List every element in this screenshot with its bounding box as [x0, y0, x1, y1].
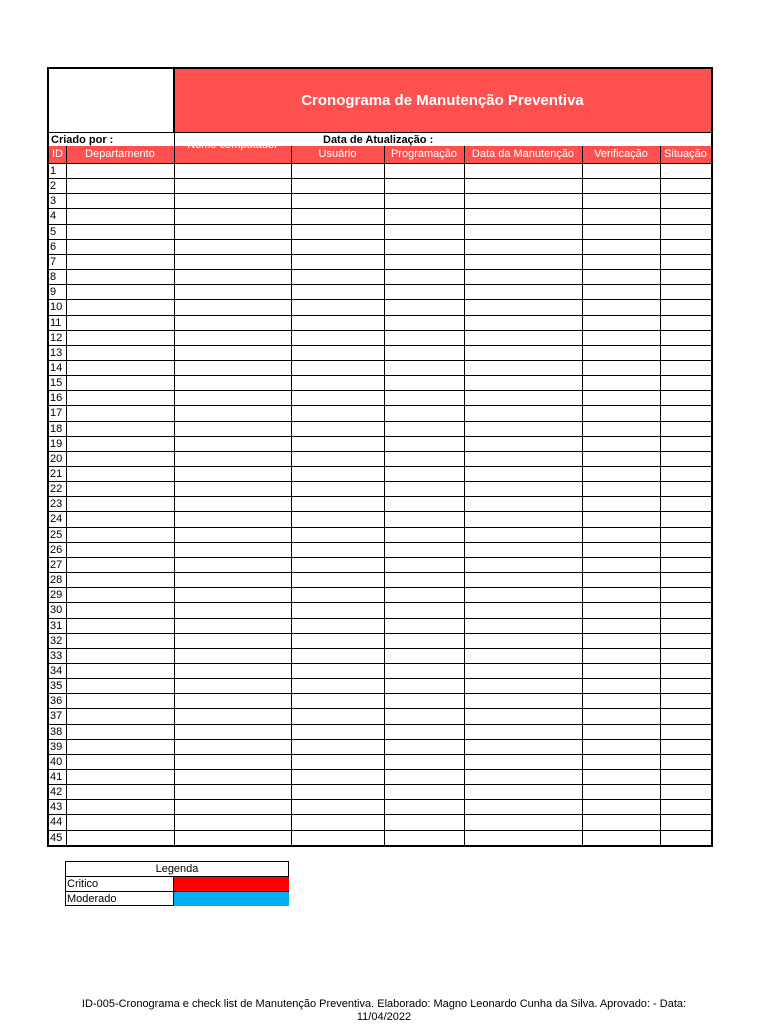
document-title: Cronograma de Manutenção Preventiva	[301, 92, 584, 109]
table-row	[49, 254, 711, 269]
row-id: 17	[50, 407, 63, 420]
table-row	[49, 527, 711, 542]
column-header-programacao: Programação	[390, 148, 458, 160]
row-id: 44	[50, 816, 63, 829]
row-id: 14	[50, 361, 63, 374]
legend-item-critico	[66, 877, 288, 891]
row-id: 32	[50, 634, 63, 647]
row-id: 12	[50, 331, 63, 344]
created-by-label: Criado por :	[51, 134, 114, 146]
table-row	[49, 375, 711, 390]
legend-swatch-moderado	[173, 892, 289, 906]
column-divider	[660, 146, 661, 845]
legend-title: Legenda	[66, 862, 288, 877]
table-row	[49, 618, 711, 633]
table-row	[49, 481, 711, 496]
table-row	[49, 405, 711, 420]
row-id: 36	[50, 695, 63, 708]
table-row	[49, 421, 711, 436]
row-id: 39	[50, 740, 63, 753]
row-id: 31	[50, 619, 63, 632]
row-id: 4	[50, 210, 57, 223]
row-id: 27	[50, 558, 63, 571]
legend-item-moderado	[66, 891, 288, 906]
row-id: 7	[50, 255, 57, 268]
row-id: 38	[50, 725, 63, 738]
row-id: 45	[50, 831, 63, 844]
table-row	[49, 739, 711, 754]
row-id: 20	[50, 452, 63, 465]
row-id: 10	[50, 301, 63, 314]
table-row	[49, 163, 711, 178]
table-row	[49, 360, 711, 375]
row-id: 18	[50, 422, 63, 435]
column-divider	[174, 132, 175, 845]
row-id: 11	[50, 316, 62, 329]
footer-line-1: ID-005-Cronograma e check list de Manutenção Preventiva. Elaborado: Magno Leonardo Cunha da Silva. Aprovado: - Data:	[81, 998, 687, 1010]
table-row	[49, 178, 711, 193]
column-header-data-manutencao: Data da Manutenção	[471, 148, 575, 160]
table-row	[49, 587, 711, 602]
row-id: 8	[50, 271, 57, 284]
table-row	[49, 269, 711, 284]
legend-swatch-critico	[173, 877, 289, 891]
legend	[65, 861, 289, 906]
column-divider	[66, 146, 67, 845]
table-row	[49, 708, 711, 723]
table-row	[49, 542, 711, 557]
column-header-situacao: Situação	[664, 148, 707, 160]
table-row	[49, 572, 711, 587]
table-row	[49, 224, 711, 239]
table-row	[49, 299, 711, 314]
row-id: 33	[50, 649, 63, 662]
table-row	[49, 754, 711, 769]
row-id: 41	[50, 771, 63, 783]
row-id: 22	[50, 483, 63, 496]
title-band	[174, 69, 711, 132]
column-header-usuario: Usuário	[318, 148, 357, 160]
table-row	[49, 284, 711, 299]
table-row	[49, 678, 711, 693]
row-id: 3	[50, 195, 57, 208]
row-id: 9	[50, 286, 57, 299]
column-header-nome-computador: Nome computador	[187, 139, 278, 151]
column-divider	[291, 146, 292, 845]
row-id: 2	[50, 180, 57, 193]
row-id: 40	[50, 755, 63, 768]
row-id: 35	[50, 680, 63, 693]
row-id: 16	[50, 392, 63, 405]
table-row	[49, 466, 711, 481]
row-id: 24	[50, 513, 63, 526]
row-id: 42	[50, 786, 63, 799]
table-row	[49, 724, 711, 739]
table-row	[49, 663, 711, 678]
table-row	[49, 451, 711, 466]
schedule-table	[49, 163, 711, 845]
row-id: 23	[50, 498, 63, 511]
table-row	[49, 814, 711, 829]
table-row	[49, 693, 711, 708]
column-header-id: ID	[52, 148, 63, 160]
updated-date-label: Data de Atualização :	[323, 134, 434, 146]
document-footer	[40, 998, 728, 1024]
table-row	[49, 390, 711, 405]
row-id: 28	[50, 574, 63, 587]
table-row	[49, 769, 711, 784]
row-id: 26	[50, 543, 63, 556]
logo-area	[49, 69, 174, 132]
table-row	[49, 239, 711, 254]
row-id: 19	[50, 437, 63, 450]
row-id: 5	[50, 225, 57, 238]
table-row	[49, 330, 711, 345]
table-row	[49, 511, 711, 526]
table-row	[49, 799, 711, 814]
meta-row	[49, 132, 711, 146]
table-row	[49, 345, 711, 360]
maintenance-schedule-sheet	[47, 67, 713, 847]
row-id: 37	[50, 710, 63, 723]
row-id: 13	[50, 346, 63, 359]
column-divider	[384, 146, 385, 845]
row-id: 30	[50, 604, 63, 617]
table-row	[49, 648, 711, 663]
column-divider	[582, 146, 583, 845]
row-id: 6	[50, 240, 57, 253]
table-row	[49, 633, 711, 648]
row-id: 43	[50, 801, 63, 814]
row-id: 29	[50, 589, 63, 602]
table-row	[49, 208, 711, 223]
table-row	[49, 315, 711, 330]
table-row	[49, 602, 711, 617]
column-divider	[464, 146, 465, 845]
row-id: 21	[50, 468, 63, 480]
row-id: 1	[50, 165, 57, 177]
row-id: 34	[50, 664, 63, 677]
table-row	[49, 830, 711, 845]
legend-label: Critico	[67, 878, 99, 890]
row-id: 15	[50, 377, 63, 390]
row-id: 25	[50, 528, 63, 541]
table-row	[49, 193, 711, 208]
logo-divider	[174, 69, 175, 132]
column-header-departamento: Departamento	[85, 148, 155, 160]
footer-line-2: 11/04/2022	[356, 1011, 412, 1023]
table-row	[49, 557, 711, 572]
table-row	[49, 496, 711, 511]
table-row	[49, 436, 711, 451]
legend-label: Moderado	[67, 893, 117, 905]
column-header-verificacao: Verificação	[594, 148, 648, 160]
table-row	[49, 784, 711, 799]
